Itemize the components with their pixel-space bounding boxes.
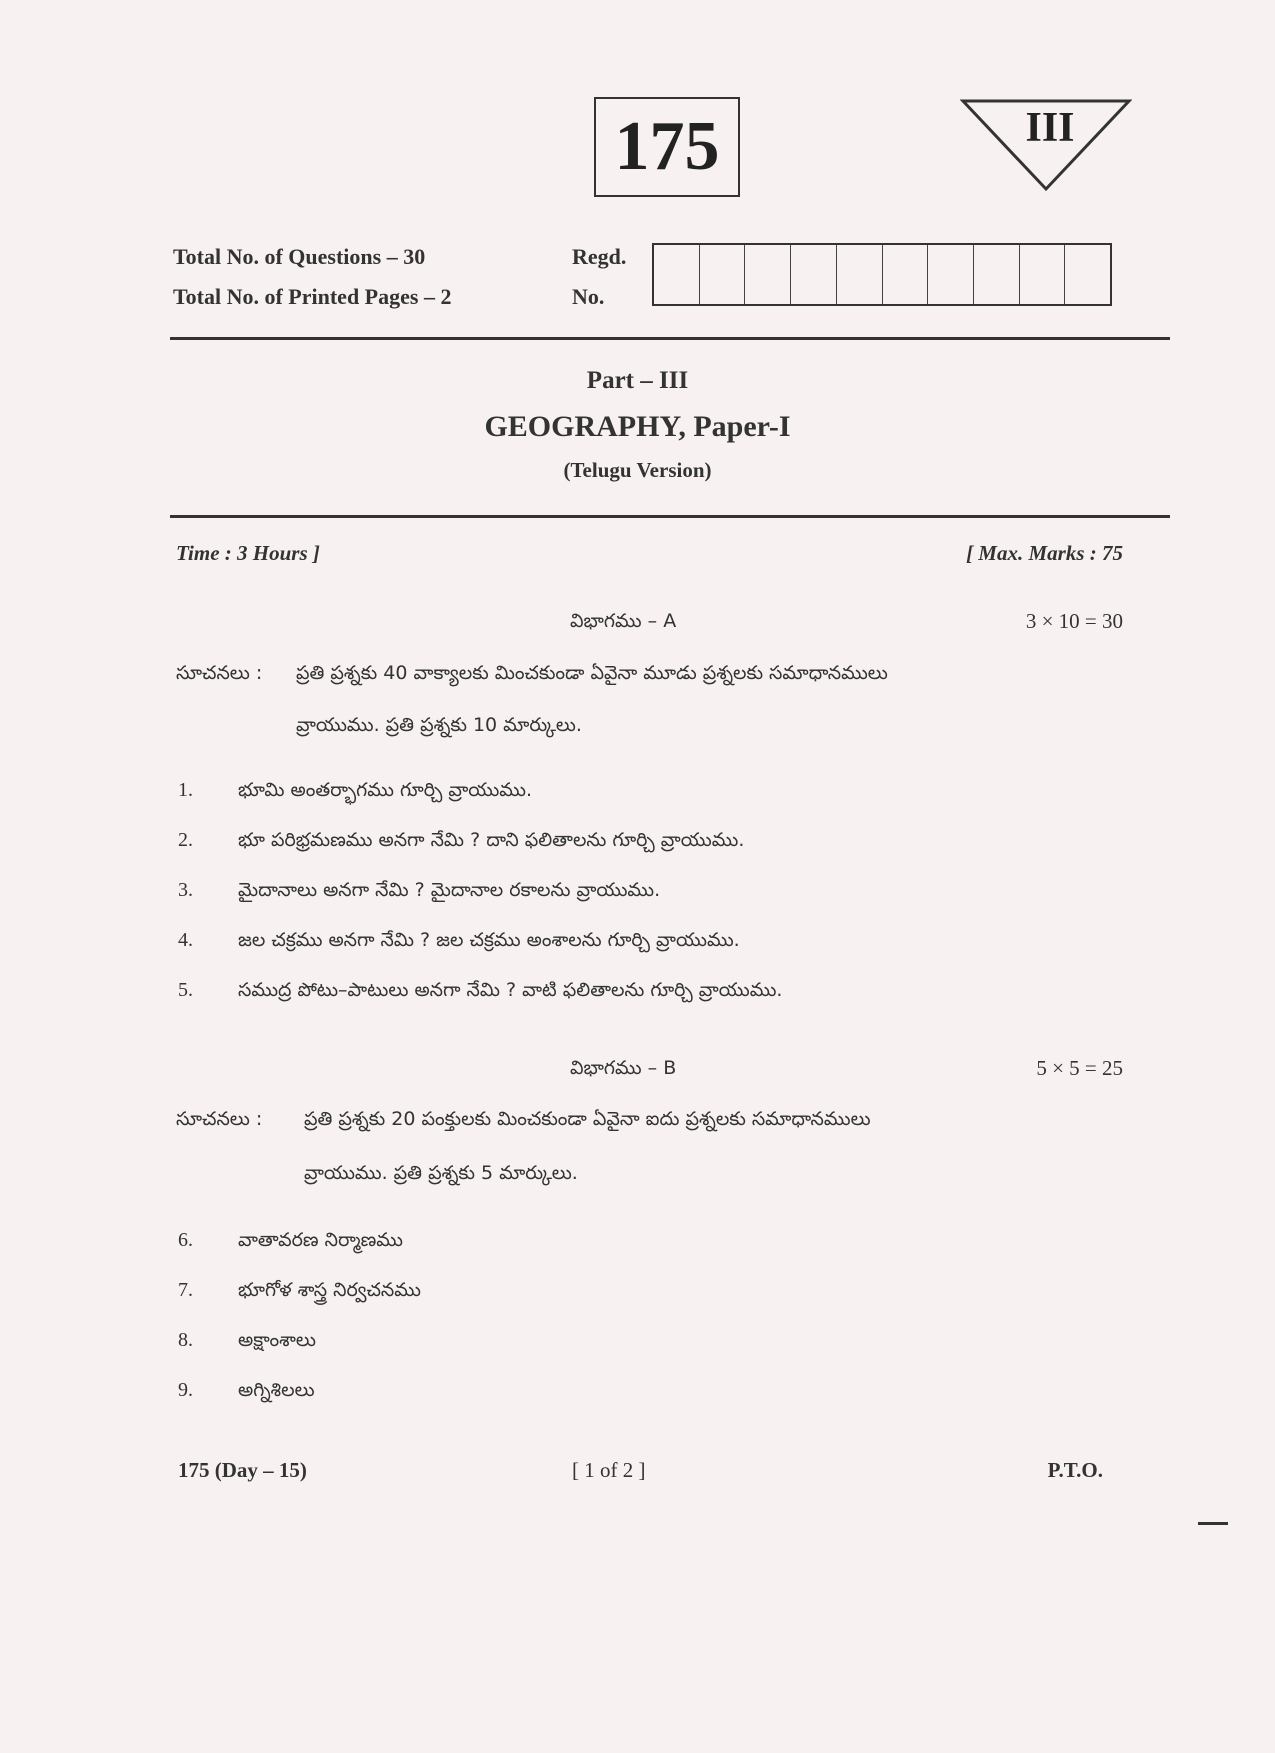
question-number: 4. bbox=[178, 929, 193, 951]
divider-middle bbox=[170, 515, 1170, 518]
max-marks: [ Max. Marks : 75 bbox=[966, 541, 1123, 565]
question-text: భూ పరిభ్రమణము అనగా నేమి ? దాని ఫలితాలను గూర్చి వ్రాయుము. bbox=[238, 829, 745, 851]
section-a-instruction-line2: వ్రాయుము. ప్రతి ప్రశ్నకు 10 మార్కులు. bbox=[296, 714, 582, 736]
section-b-marks: 5 × 5 = 25 bbox=[1036, 1056, 1123, 1080]
regd-number-grid[interactable] bbox=[652, 243, 1112, 306]
regd-box[interactable] bbox=[1020, 245, 1066, 304]
version-title: (Telugu Version) bbox=[563, 458, 712, 482]
footer-page-number: [ 1 of 2 ] bbox=[572, 1458, 646, 1482]
footer-pto: P.T.O. bbox=[1047, 1458, 1103, 1482]
question-item bbox=[178, 879, 660, 906]
section-a-heading: విభాగము – A bbox=[570, 610, 677, 632]
subject-title: GEOGRAPHY, Paper-I bbox=[484, 410, 791, 443]
question-text: సముద్ర పోటు–పాటులు అనగా నేమి ? వాటి ఫలితాలను గూర్చి వ్రాయుము. bbox=[238, 979, 783, 1001]
question-item bbox=[178, 929, 740, 956]
regd-box[interactable] bbox=[974, 245, 1020, 304]
question-number: 1. bbox=[178, 779, 193, 801]
regd-box[interactable] bbox=[1065, 245, 1110, 304]
divider-top bbox=[170, 337, 1170, 340]
question-text: భూగోళ శాస్త్ర నిర్వచనము bbox=[238, 1279, 421, 1301]
paper-code: 175 bbox=[614, 108, 720, 185]
question-number: 5. bbox=[178, 979, 193, 1001]
question-text: వాతావరణ నిర్మాణము bbox=[238, 1229, 403, 1251]
section-b-instruction-line2: వ్రాయుము. ప్రతి ప్రశ్నకు 5 మార్కులు. bbox=[304, 1162, 578, 1184]
question-number: 2. bbox=[178, 829, 193, 851]
regd-box[interactable] bbox=[654, 245, 700, 304]
regd-box[interactable] bbox=[928, 245, 974, 304]
regd-label: Regd. bbox=[572, 244, 627, 269]
regd-box[interactable] bbox=[837, 245, 883, 304]
question-item bbox=[178, 829, 744, 856]
section-a-marks: 3 × 10 = 30 bbox=[1025, 609, 1123, 633]
question-item bbox=[178, 1379, 315, 1406]
question-text: అక్షాంశాలు bbox=[238, 1329, 316, 1351]
question-number: 3. bbox=[178, 879, 193, 901]
section-b-instruction-line1: ప్రతి ప్రశ్నకు 20 పంక్తులకు మించకుండా ఏవైనా ఐదు ప్రశ్నలకు సమాధానములు bbox=[304, 1108, 871, 1130]
question-item bbox=[178, 1279, 421, 1306]
total-questions: Total No. of Questions – 30 bbox=[173, 244, 426, 269]
margin-dash bbox=[1198, 1522, 1228, 1525]
regd-box[interactable] bbox=[700, 245, 746, 304]
question-number: 8. bbox=[178, 1329, 193, 1351]
question-number: 9. bbox=[178, 1379, 193, 1401]
regd-box[interactable] bbox=[791, 245, 837, 304]
question-text: జల చక్రము అనగా నేమి ? జల చక్రము అంశాలను గూర్చి వ్రాయుము. bbox=[238, 929, 740, 951]
section-a-instruction-line1: ప్రతి ప్రశ్నకు 40 వాక్యాలకు మించకుండా ఏవైనా మూడు ప్రశ్నలకు సమాధానములు bbox=[296, 662, 888, 684]
question-number: 7. bbox=[178, 1279, 193, 1301]
regd-box[interactable] bbox=[745, 245, 791, 304]
question-text: మైదానాలు అనగా నేమి ? మైదానాల రకాలను వ్రాయుము. bbox=[238, 879, 661, 901]
regd-box[interactable] bbox=[883, 245, 929, 304]
question-text: అగ్నిశిలలు bbox=[238, 1379, 315, 1401]
exam-time: Time : 3 Hours ] bbox=[176, 541, 320, 565]
question-item bbox=[178, 979, 782, 1006]
question-item bbox=[178, 1229, 403, 1256]
part-title: Part – III bbox=[586, 367, 689, 394]
section-b-instruction-label: సూచనలు : bbox=[176, 1108, 263, 1130]
paper-code-box bbox=[594, 97, 740, 197]
regd-no-label: No. bbox=[572, 284, 605, 309]
question-number: 6. bbox=[178, 1229, 193, 1251]
section-a-instruction-label: సూచనలు : bbox=[176, 662, 263, 684]
section-b-heading: విభాగము – B bbox=[570, 1057, 677, 1079]
footer-code: 175 (Day – 15) bbox=[178, 1458, 307, 1482]
part-roman-label: III bbox=[1025, 105, 1075, 151]
question-item bbox=[178, 1329, 316, 1356]
total-pages: Total No. of Printed Pages – 2 bbox=[173, 284, 452, 309]
question-item bbox=[178, 779, 532, 806]
question-text: భూమి అంతర్భాగము గూర్చి వ్రాయుము. bbox=[238, 779, 533, 801]
